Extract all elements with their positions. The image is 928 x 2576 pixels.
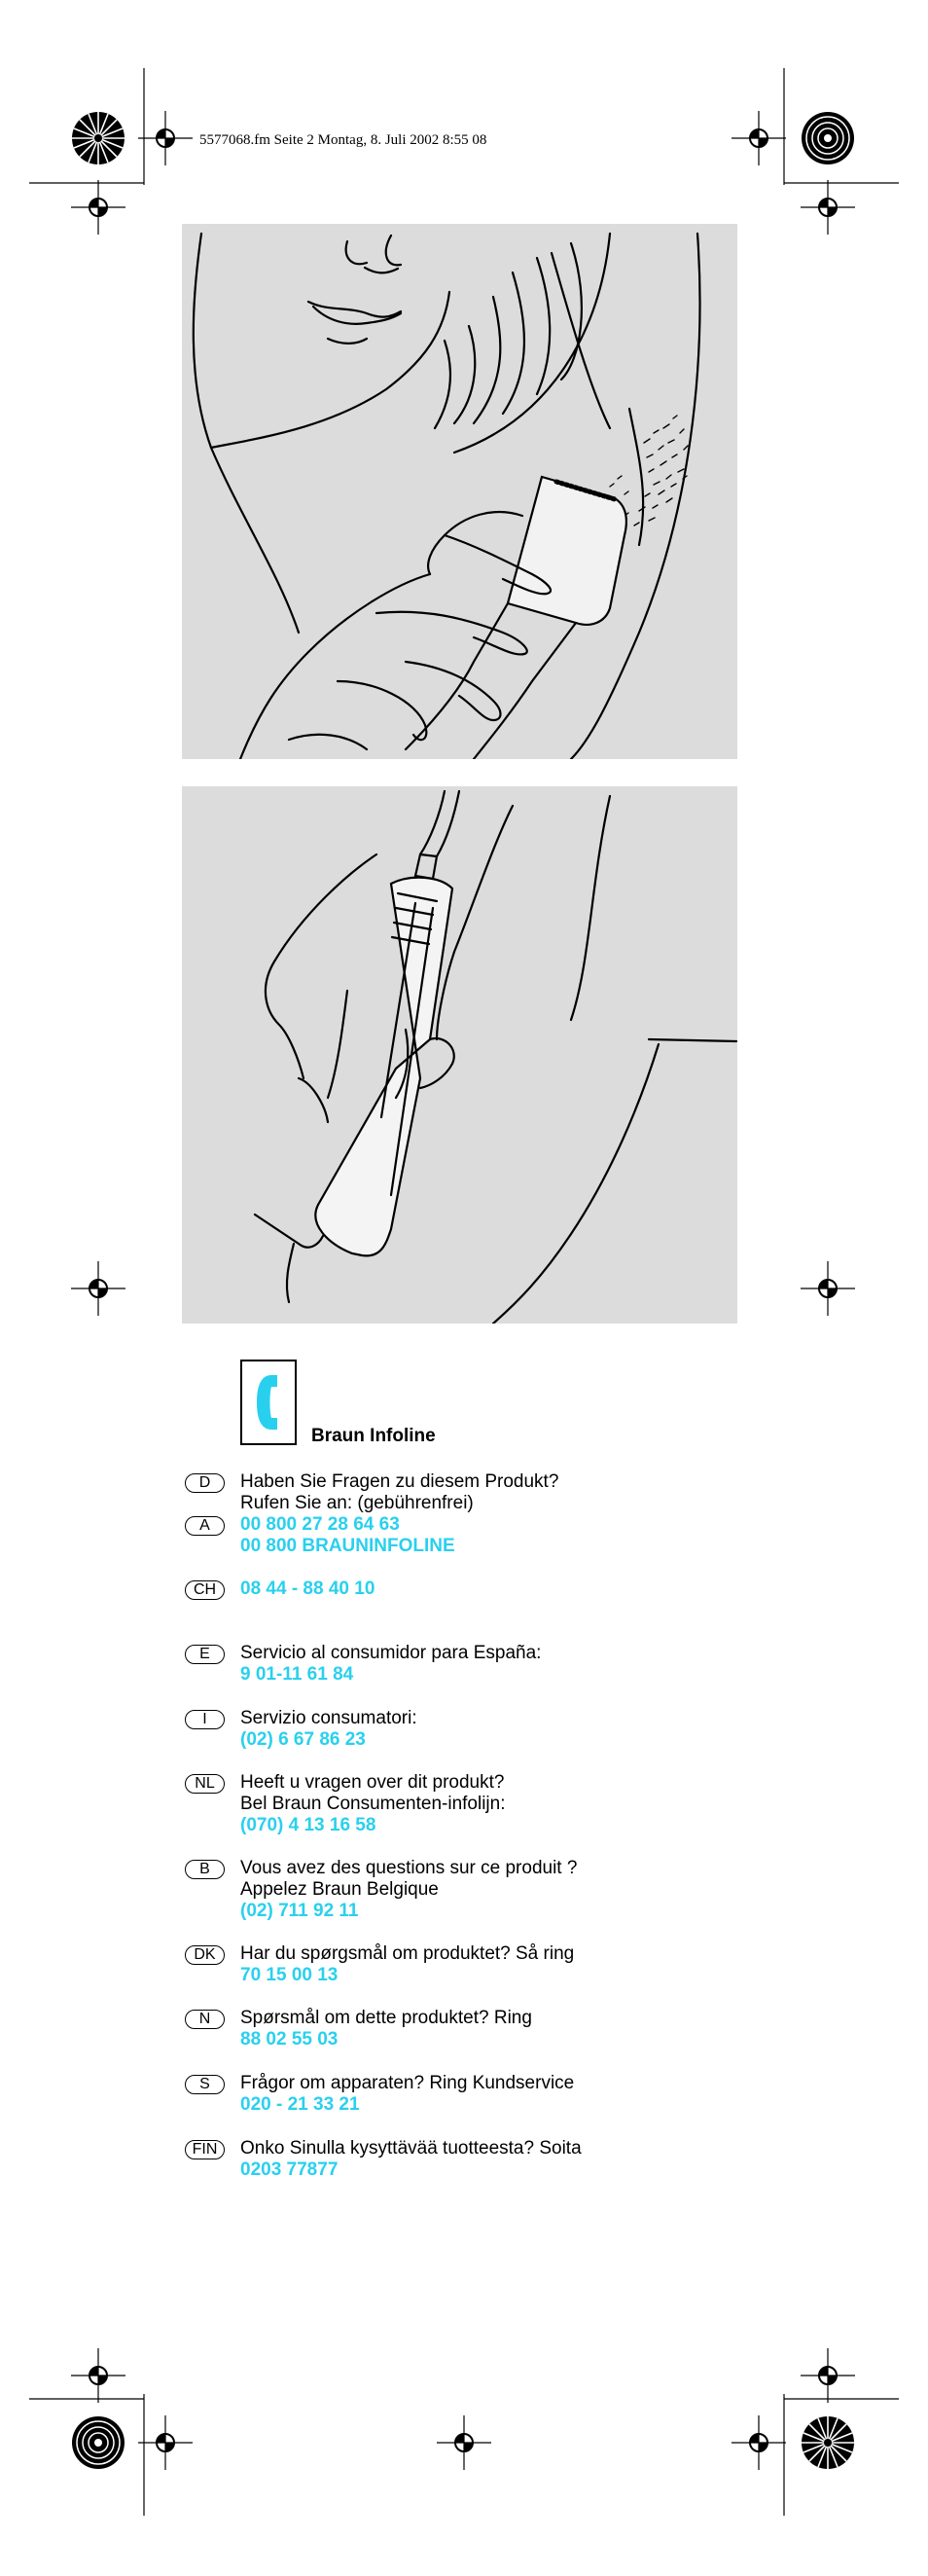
entry-text: Heeft u vragen over dit produkt? (240, 1772, 505, 1793)
country-code-badge: N (185, 2010, 225, 2029)
country-code-badge: D (185, 1473, 225, 1493)
country-code-badge: FIN (185, 2140, 225, 2159)
entry-text: Vous avez des questions sur ce produit ? (240, 1858, 578, 1878)
entry-text: Spørsmål om dette produktet? Ring (240, 2008, 532, 2028)
phone-number: 0203 77877 (240, 2159, 339, 2180)
entry-text: Rufen Sie an: (gebührenfrei) (240, 1493, 474, 1513)
entry-text: Servicio al consumidor para España: (240, 1643, 542, 1663)
phone-number: 020 - 21 33 21 (240, 2094, 360, 2115)
entry-text: Bel Braun Consumenten-infolijn: (240, 1794, 506, 1814)
infoline-title: Braun Infoline (311, 1426, 436, 1446)
phone-icon-box (240, 1360, 297, 1445)
phone-number: 70 15 00 13 (240, 1965, 339, 1985)
country-code-badge: A (185, 1516, 225, 1536)
phone-number: 08 44 - 88 40 10 (240, 1578, 375, 1599)
phone-number: 00 800 BRAUNINFOLINE (240, 1536, 455, 1556)
phone-number: (02) 6 67 86 23 (240, 1729, 366, 1750)
phone-number: 9 01-11 61 84 (240, 1664, 354, 1685)
phone-number: 88 02 55 03 (240, 2029, 339, 2050)
phone-number: (070) 4 13 16 58 (240, 1815, 376, 1835)
file-info-header: 5577068.fm Seite 2 Montag, 8. Juli 2002 8:55 08 (199, 132, 487, 148)
illustration-leg-epilation (182, 786, 737, 1324)
phone-number: (02) 711 92 11 (240, 1901, 359, 1921)
country-code-badge: DK (185, 1945, 225, 1965)
entry-text: Haben Sie Fragen zu diesem Produkt? (240, 1471, 559, 1492)
country-code-badge: CH (185, 1580, 225, 1600)
entry-text: Frågor om apparaten? Ring Kundservice (240, 2073, 575, 2093)
illustration-armpit-epilation (182, 224, 737, 759)
telephone-icon (242, 1361, 295, 1443)
country-code-badge: B (185, 1860, 225, 1879)
entry-text: Servizio consumatori: (240, 1708, 417, 1728)
country-code-badge: S (185, 2075, 225, 2094)
entry-text: Har du spørgsmål om produktet? Så ring (240, 1943, 575, 1964)
country-code-badge: NL (185, 1774, 225, 1794)
phone-number: 00 800 27 28 64 63 (240, 1514, 400, 1535)
entry-text: Onko Sinulla kysyttävää tuotteesta? Soita (240, 2138, 582, 2159)
country-code-badge: E (185, 1645, 225, 1664)
entry-text: Appelez Braun Belgique (240, 1879, 439, 1900)
country-code-badge: I (185, 1710, 225, 1729)
